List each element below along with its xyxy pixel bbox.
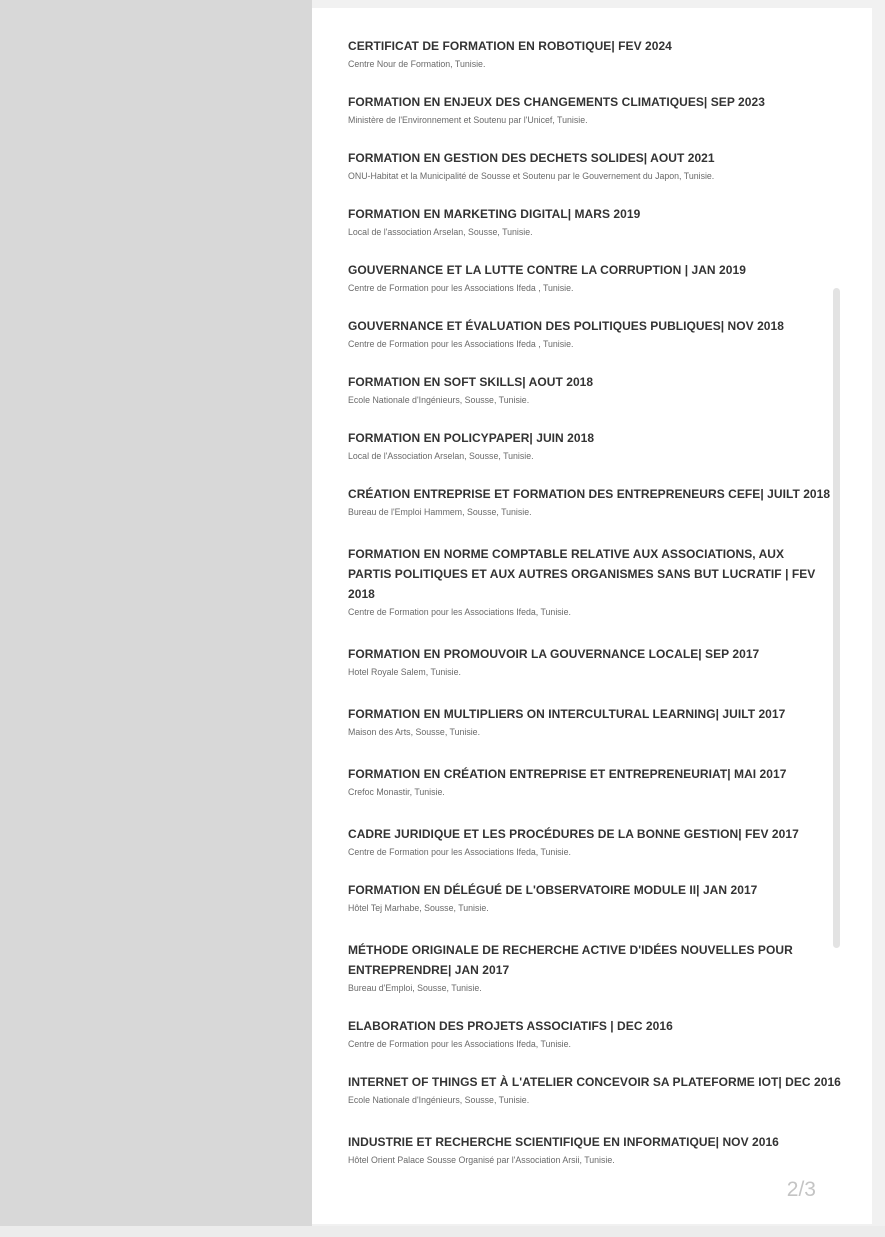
entry-subtitle: Centre de Formation pour les Associations Ifeda, Tunisie. (348, 1039, 571, 1049)
entry-subtitle: Bureau de l'Emploi Hammem, Sousse, Tunisie. (348, 507, 532, 517)
list-item (348, 204, 872, 239)
entry-title: ELABORATION DES PROJETS ASSOCIATIFS | DEC 2016 (348, 1019, 673, 1033)
entry-subtitle: Centre de Formation pour les Associations Ifeda, Tunisie. (348, 847, 571, 857)
entry-title: FORMATION EN DÉLÉGUÉ DE L'OBSERVATOIRE MODULE II| JAN 2017 (348, 883, 758, 897)
list-item (348, 644, 872, 679)
list-item (348, 316, 872, 351)
entry-title: MÉTHODE ORIGINALE DE RECHERCHE ACTIVE D'IDÉES NOUVELLES POUR ENTREPRENDRE| JAN 2017 (348, 943, 793, 977)
entry-title: INDUSTRIE ET RECHERCHE SCIENTIFIQUE EN INFORMATIQUE| NOV 2016 (348, 1135, 779, 1149)
entry-title: FORMATION EN POLICYPAPER| JUIN 2018 (348, 431, 595, 445)
entry-subtitle: Local de l'association Arselan, Sousse, Tunisie. (348, 227, 533, 237)
list-item (348, 880, 872, 915)
entry-title: CADRE JURIDIQUE ET LES PROCÉDURES DE LA BONNE GESTION| FEV 2017 (348, 827, 799, 841)
list-item (348, 428, 872, 463)
vertical-scrollbar[interactable] (833, 288, 840, 948)
entry-title: FORMATION EN PROMOUVOIR LA GOUVERNANCE LOCALE| SEP 2017 (348, 647, 760, 661)
entry-subtitle: Hôtel Tej Marhabe, Sousse, Tunisie. (348, 903, 489, 913)
entry-title: FORMATION EN CRÉATION ENTREPRISE ET ENTREPRENEURIAT| MAI 2017 (348, 767, 787, 781)
entry-subtitle: Bureau d'Emploi, Sousse, Tunisie. (348, 983, 482, 993)
entry-title: FORMATION EN MARKETING DIGITAL| MARS 2019 (348, 207, 641, 221)
list-item (348, 544, 872, 619)
document-page (312, 8, 872, 1224)
entry-subtitle: Ecole Nationale d'Ingénieurs, Sousse, Tunisie. (348, 395, 530, 405)
entry-title: GOUVERNANCE ET LA LUTTE CONTRE LA CORRUPTION | JAN 2019 (348, 263, 746, 277)
entry-subtitle: Hotel Royale Salem, Tunisie. (348, 667, 461, 677)
entry-title: GOUVERNANCE ET ÉVALUATION DES POLITIQUES PUBLIQUES| NOV 2018 (348, 319, 784, 333)
list-item (348, 148, 872, 183)
entry-subtitle: Maison des Arts, Sousse, Tunisie. (348, 727, 481, 737)
list-item (348, 484, 872, 519)
list-item (348, 92, 872, 127)
entry-title: CERTIFICAT DE FORMATION EN ROBOTIQUE| FEV 2024 (348, 39, 672, 53)
entry-title: FORMATION EN SOFT SKILLS| AOUT 2018 (348, 375, 594, 389)
entry-title: FORMATION EN ENJEUX DES CHANGEMENTS CLIMATIQUES| SEP 2023 (348, 95, 765, 109)
list-item (348, 704, 872, 739)
list-item (348, 36, 872, 71)
entry-subtitle: Local de l'Association Arselan, Sousse, Tunisie. (348, 451, 534, 461)
entry-title: INTERNET OF THINGS ET À L'ATELIER CONCEVOIR SA PLATEFORME IOT| DEC 2016 (348, 1075, 841, 1089)
list-item (348, 824, 872, 859)
entry-subtitle: ONU-Habitat et la Municipalité de Sousse et Soutenu par le Gouvernement du Japon, Tunisie. (348, 171, 715, 181)
list-item (348, 372, 872, 407)
training-list (348, 36, 872, 1188)
entry-title: FORMATION EN NORME COMPTABLE RELATIVE AUX ASSOCIATIONS, AUX PARTIS POLITIQUES ET AUX AUTRES ORGANISMES SANS BUT LUCRATIF | FEV 2018 (348, 547, 816, 601)
entry-subtitle: Centre de Formation pour les Associations Ifeda, Tunisie. (348, 607, 571, 617)
list-item (348, 260, 872, 295)
list-item (348, 940, 872, 995)
list-item (348, 764, 872, 799)
entry-title: FORMATION EN GESTION DES DECHETS SOLIDES| AOUT 2021 (348, 151, 715, 165)
left-gray-panel (0, 0, 312, 1226)
list-item (348, 1132, 872, 1167)
entry-subtitle: Ecole Nationale d'Ingénieurs, Sousse, Tunisie. (348, 1095, 530, 1105)
entry-subtitle: Centre de Formation pour les Associations Ifeda , Tunisie. (348, 283, 574, 293)
bottom-strip (0, 1226, 885, 1237)
page-indicator: 2/3 (786, 1178, 816, 1201)
list-item (348, 1072, 872, 1107)
entry-subtitle: Centre de Formation pour les Associations Ifeda , Tunisie. (348, 339, 574, 349)
entry-subtitle: Ministère de l'Environnement et Soutenu par l'Unicef, Tunisie. (348, 115, 588, 125)
entry-subtitle: Hôtel Orient Palace Sousse Organisé par l'Association Arsii, Tunisie. (348, 1155, 615, 1165)
entry-subtitle: Crefoc Monastir, Tunisie. (348, 787, 445, 797)
list-item (348, 1016, 872, 1051)
entry-title: CRÉATION ENTREPRISE ET FORMATION DES ENTREPRENEURS CEFE| JUILT 2018 (348, 487, 831, 501)
entry-title: FORMATION EN MULTIPLIERS ON INTERCULTURAL LEARNING| JUILT 2017 (348, 707, 786, 721)
entry-subtitle: Centre Nour de Formation, Tunisie. (348, 59, 486, 69)
